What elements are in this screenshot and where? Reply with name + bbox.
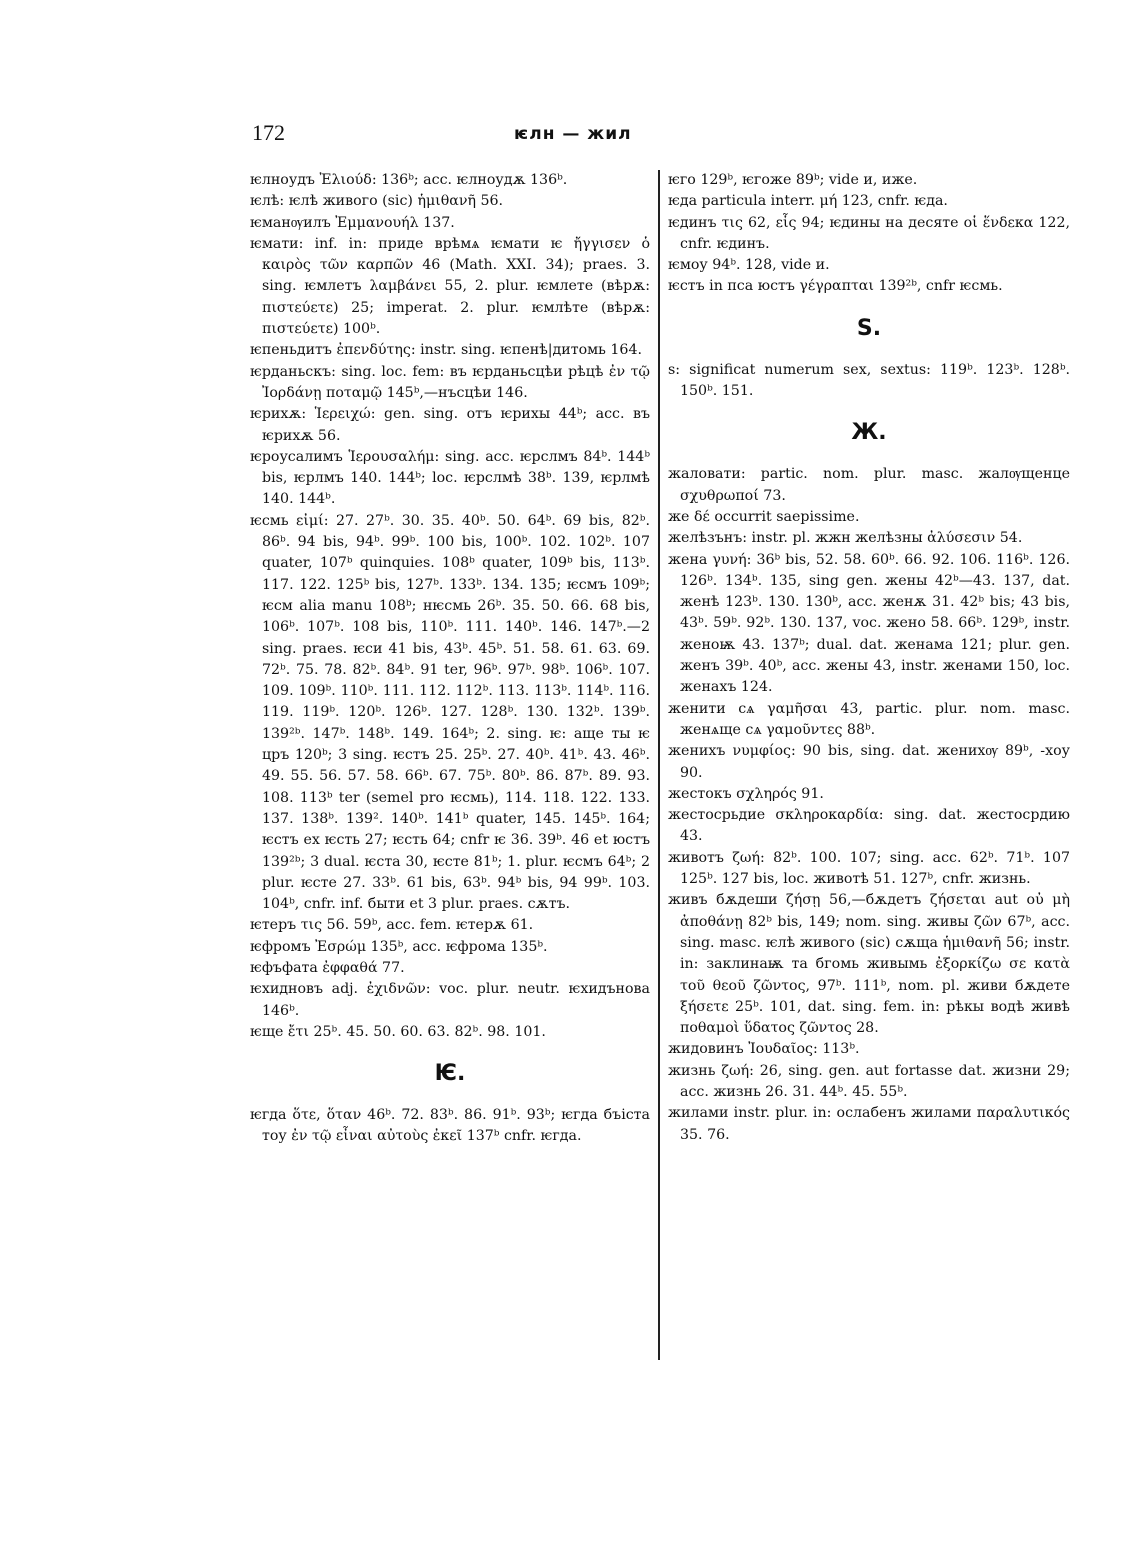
dictionary-entry: живъ бѫдеши ζήσῃ 56,—бѫдетъ ζήσεται aut οὐ μὴ ἀποθάνῃ 82ᵇ bis, 149; nom. sing. живы ζῶν 67ᵇ, acc. sing. masc. ѥлѣ живого (sic) сѫща ἡμιθανῆ 56; instr. in: заклинаѭ та бгомь живымь ἐξορκίζω σε κατὰ τοῦ θεοῦ ζῶντος, 97ᵇ. 111ᵇ, nom. pl. живи бѫдете ξήσετε 25ᵇ. 101, dat. sing. fem. in: рѣкы водѣ живѣ ποθαμοὶ ὕδατος ζῶντος 28. xyxy=(668,892,1070,1037)
dictionary-entry: жестосрьдие σκληροκαρδία: sing. dat. жестосрдию 43. xyxy=(668,807,1070,845)
dictionary-entry: жидовинъ Ἰουδαῖος: 113ᵇ. xyxy=(668,1041,860,1058)
dictionary-entry: ѥфромъ Ἐσρώμ 135ᵇ, acc. ѥфрома 135ᵇ. xyxy=(250,938,548,955)
dictionary-entry: ѥгда ὅτε, ὅταν 46ᵇ. 72. 83ᵇ. 86. 91ᵇ. 93ᵇ; ѥгда бъіста тоу ἐν τῷ εἶναι αὐτοὺς ἐκεῖ 137ᵇ cnfr. ѥгда. xyxy=(250,1107,650,1145)
dictionary-entry: женихъ νυμφίος: 90 bis, sing. dat. жениxѹ 89ᵇ, -хоу 90. xyxy=(668,743,1070,781)
page-number: 172 xyxy=(252,120,285,145)
dictionary-entry: ѥсмь εἰμί: 27. 27ᵇ. 30. 35. 40ᵇ. 50. 64ᵇ. 69 bis, 82ᵇ. 86ᵇ. 94 bis, 94ᵇ. 99ᵇ. 100 bis, 100ᵇ. 102. 102ᵇ. 107 quater, 107ᵇ quinquies. 108ᵇ quater, 109ᵇ bis, 113ᵇ. 117. 122. 125ᵇ bis, 127ᵇ. 133ᵇ. 134. 135; ѥсмъ 109ᵇ; ѥсм alia manu 108ᵇ; нѥсмь 26ᵇ. 35. 50. 66. 68 bis, 106ᵇ. 107ᵇ. 108 bis, 110ᵇ. 111. 140ᵇ. 146. 147ᵇ.—2 sing. praes. ѥси 41 bis, 43ᵇ. 45ᵇ. 51. 58. 61. 63. 69. 72ᵇ. 75. 78. 82ᵇ. 84ᵇ. 91 ter, 96ᵇ. 97ᵇ. 98ᵇ. 106ᵇ. 107. 109. 109ᵇ. 110ᵇ. 111. 112. 112ᵇ. 113. 113ᵇ. 114ᵇ. 116. 119. 119ᵇ. 120ᵇ. 126ᵇ. 127. 128ᵇ. 130. 132ᵇ. 139ᵇ. 139²ᵇ. 147ᵇ. 148ᵇ. 149. 164ᵇ; 2. sing. ѥ: аще ты ѥ цръ 120ᵇ; 3 sing. ѥстъ 25. 25ᵇ. 27. 40ᵇ. 41ᵇ. 43. 46ᵇ. 49. 55. 56. 57. 58. 66ᵇ. 67. 75ᵇ. 80ᵇ. 86. 87ᵇ. 89. 93. 108. 113ᵇ ter (semel pro ѥсмь), 114. 118. 122. 133. 137. 138ᵇ. 139². 140ᵇ. 141ᵇ quater, 145. 145ᵇ. 164; ѥстъ ex ѥсть 27; ѥсть 64; cnfr ѥ 36. 39ᵇ. 46 et юстъ 139²ᵇ; 3 dual. ѥста 30, ѥсте 81ᵇ; 1. plur. ѥсмъ 64ᵇ; 2 plur. ѥсте 27. 33ᵇ. 61 bis, 63ᵇ. 94ᵇ bis, 94 99ᵇ. 103. 104ᵇ, cnfr. inf. быти et 3 plur. praes. сѫтъ. xyxy=(250,512,650,913)
dictionary-entry: ѥлѣ: ѥлѣ живого (sic) ἡμιθανῆ 56. xyxy=(250,193,504,210)
dictionary-entry: ѥрихѫ: Ἱερειχώ: gen. sing. отъ ѥрихы 44ᵇ; acc. въ ѥрихѫ 56. xyxy=(250,406,650,444)
dictionary-entry: жаловати: partic. nom. plur. masc. жалѹщенце σχυθρωποί 73. xyxy=(668,466,1070,504)
right-column xyxy=(668,170,1070,1146)
dictionary-entry: ѥмоу 94ᵇ. 128, vide и. xyxy=(668,257,830,274)
dictionary-entry: ѥстъ in пса юстъ γέγραπται 139²ᵇ, cnfr ѥсмь. xyxy=(668,278,1003,295)
page-header xyxy=(252,120,882,150)
running-head: ѥлн — жил xyxy=(514,124,632,144)
dictionary-entry: жена γυνή: 36ᵇ bis, 52. 58. 60ᵇ. 66. 92. 106. 116ᵇ. 126. 126ᵇ. 134ᵇ. 135, sing gen. жены 42ᵇ—43. 137, dat. женѣ 123ᵇ. 130. 130ᵇ, acc. женѫ 31. 42ᵇ bis; 43 bis, 43ᵇ. 59ᵇ. 92ᵇ. 130. 137, voc. жено 58. 66ᵇ. 129ᵇ, instr. женоѭ 43. 137ᵇ; dual. dat. женама 121; plur. gen. женъ 39ᵇ. 40ᵇ, acc. жены 43, instr. женами 150, loc. женахъ 124. xyxy=(668,551,1070,696)
dictionary-entry: ѥпеньдитъ ἐπενδύτης: instr. sing. ѥпенѣ|дитомь 164. xyxy=(250,342,642,359)
dictionary-entry: ѥще ἔτι 25ᵇ. 45. 50. 60. 63. 82ᵇ. 98. 101. xyxy=(250,1023,546,1040)
dictionary-entry: желѣзънъ: instr. pl. жжн желѣзны ἀλύσεσιν 54. xyxy=(668,530,1023,547)
dictionary-entry: ѥрданьскъ: sing. loc. fem: въ ѥрданьсцѣи рѣцѣ ἐν τῷ Ἰορδάνῃ ποταμῷ 145ᵇ,—нъсцѣи 146. xyxy=(250,363,650,401)
column-divider xyxy=(658,170,660,1360)
dictionary-entry: жилами instr. plur. in: ослабенъ жилами παραλυτικός 35. 76. xyxy=(668,1105,1070,1143)
dictionary-entry: ѥманѹилъ Ἐμμανουήλ 137. xyxy=(250,214,455,231)
section-heading-zh: Ж. xyxy=(851,420,887,446)
dictionary-entry: ѥго 129ᵇ, ѥгоже 89ᵇ; vide и, иже. xyxy=(668,172,918,188)
left-column xyxy=(250,170,650,1148)
dictionary-entry: ѥмати: inf. in: приде врѣмѧ ѥмати ѥ ἤγγισεν ὁ καιρὸς τῶν καρπῶν 46 (Math. XXI. 34); praes. 3. sing. ѥмлетъ λαμβάνει 55, 2. plur. ѥмлете (вѣрѫ: πιστεύετε) 25; imperat. 2. plur. ѥмлѣте (вѣрѫ: πιστεύετε) 100ᵇ. xyxy=(250,235,650,338)
dictionary-entry: ѥхидновъ adj. ἐχιδνῶν: voc. plur. neutr. ѥхидънова 146ᵇ. xyxy=(250,981,650,1019)
dictionary-entry: ѥтеръ τις 56. 59ᵇ, acc. fem. ѥтерѫ 61. xyxy=(250,917,534,934)
dictionary-entry: же δέ occurrit saepissime. xyxy=(668,508,860,525)
dictionary-entry: животъ ζωή: 82ᵇ. 100. 107; sing. acc. 62ᵇ. 71ᵇ. 107 125ᵇ. 127 bis, loc. животѣ 51. 127ᵇ, cnfr. жизнь. xyxy=(668,849,1070,888)
entries-ye-list-c xyxy=(668,170,1070,298)
dictionary-entry: ѥфъфата ἐφφαθά 77. xyxy=(250,959,405,976)
entries-ye-list-b xyxy=(250,1105,650,1148)
entries-s-list xyxy=(668,360,1070,403)
entries-zh-list xyxy=(668,464,1070,1146)
dictionary-entry: ѥлноудъ Ἐλιούδ: 136ᵇ; acc. ѥлноудѫ 136ᵇ. xyxy=(250,172,568,188)
dictionary-entry: ѥроусалимъ Ἱερουσαλήμ: sing. acc. ѥрслмъ 84ᵇ. 144ᵇ bis, ѥрлмъ 140. 144ᵇ; loc. ѥрслмѣ 38ᵇ. 139, ѥрлмѣ 140. 144ᵇ. xyxy=(250,448,650,508)
dictionary-entry: ѕ: significat numerum sex, sextus: 119ᵇ. 123ᵇ. 128ᵇ. 150ᵇ. 151. xyxy=(668,361,1070,400)
dictionary-entry: ѥдинъ τις 62, εἷς 94; ѥдины на десяте οἱ ἕνδεκα 122, cnfr. ѥдинъ. xyxy=(668,214,1070,252)
dictionary-entry: жестокъ σχληρός 91. xyxy=(668,785,824,802)
dictionary-entry: жизнь ζωή: 26, sing. gen. aut fortasse dat. жизни 29; acc. жизнь 26. 31. 44ᵇ. 45. 55ᵇ. xyxy=(668,1062,1070,1100)
dictionary-entry: ѥда particula interr. μή 123, cnfr. ѥда. xyxy=(668,193,948,210)
dictionary-entry: женити сѧ γαμῆσαι 43, partic. plur. nom. masc. женѧще сѧ γαμοῦντες 88ᵇ. xyxy=(668,700,1070,738)
section-heading-ye: Ѥ. xyxy=(434,1061,466,1087)
entries-ye-list-a xyxy=(250,170,650,1043)
section-heading-s: S. xyxy=(856,315,882,341)
